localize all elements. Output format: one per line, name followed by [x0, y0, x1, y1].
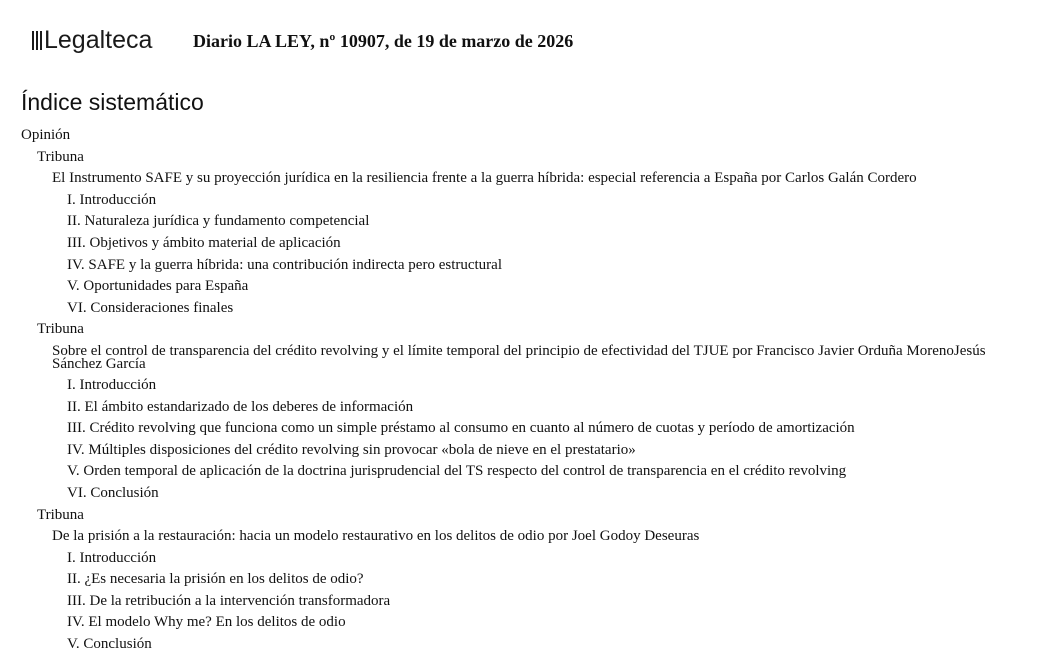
toc-chapter[interactable]: III. Objetivos y ámbito material de aplicación [67, 234, 341, 251]
toc-article-title[interactable]: De la prisión a la restauración: hacia un modelo restaurativo en los delitos de odio por Joel Godoy Deseuras [52, 528, 700, 545]
table-of-contents [0, 125, 1053, 656]
toc-chapter[interactable]: IV. SAFE y la guerra híbrida: una contribución indirecta pero estructural [67, 256, 503, 273]
toc-chapter[interactable]: I. Introducción [67, 549, 157, 566]
toc-article-title[interactable]: Sobre el control de transparencia del crédito revolving y el límite temporal del principio de efectividad del TJUE por Francisco Javier Orduña MorenoJesús Sánchez García [52, 342, 986, 372]
toc-section: Opinión [21, 127, 71, 143]
toc-chapter[interactable]: I. Introducción [67, 376, 157, 393]
logo-bars-icon [32, 31, 42, 50]
header [32, 22, 152, 58]
toc-chapter[interactable]: II. ¿Es necesaria la prisión en los delitos de odio? [67, 571, 364, 588]
toc-chapter[interactable]: IV. Múltiples disposiciones del crédito revolving sin provocar «bola de nieve en el prestatario» [67, 441, 636, 458]
toc-chapter[interactable]: II. Naturaleza jurídica y fundamento competencial [67, 213, 370, 230]
toc-chapter[interactable]: V. Conclusión [67, 636, 152, 653]
toc-category: Tribuna [37, 148, 84, 165]
logo-text: Legalteca [44, 25, 153, 54]
toc-article-title[interactable]: El Instrumento SAFE y su proyección jurídica en la resiliencia frente a la guerra híbrida: especial referencia a España por Carlos Galán Cordero [52, 170, 917, 187]
toc-chapter[interactable]: II. El ámbito estandarizado de los deberes de información [67, 398, 414, 415]
toc-chapter[interactable]: IV. El modelo Why me? En los delitos de odio [67, 614, 346, 631]
toc-chapter[interactable]: VI. Conclusión [67, 484, 159, 501]
toc-chapter[interactable]: I. Introducción [67, 191, 157, 208]
toc-category: Tribuna [37, 321, 84, 338]
toc-chapter[interactable]: VI. Consideraciones finales [67, 299, 234, 316]
toc-category: Tribuna [37, 506, 84, 523]
page-title: Índice sistemático [21, 89, 204, 115]
toc-chapter[interactable]: III. Crédito revolving que funciona como un simple préstamo al consumo en cuanto al número de cuotas y período de amortización [67, 420, 855, 437]
toc-chapter[interactable]: V. Oportunidades para España [67, 278, 249, 295]
journal-issue-title: Diario LA LEY, nº 10907, de 19 de marzo de 2026 [193, 31, 574, 51]
toc-chapter[interactable]: III. De la retribución a la intervención transformadora [67, 592, 391, 609]
legalteca-logo[interactable] [32, 26, 152, 55]
toc-chapter[interactable]: V. Orden temporal de aplicación de la doctrina jurisprudencial del TS respecto del control de transparencia en el crédito revolving [67, 463, 847, 480]
